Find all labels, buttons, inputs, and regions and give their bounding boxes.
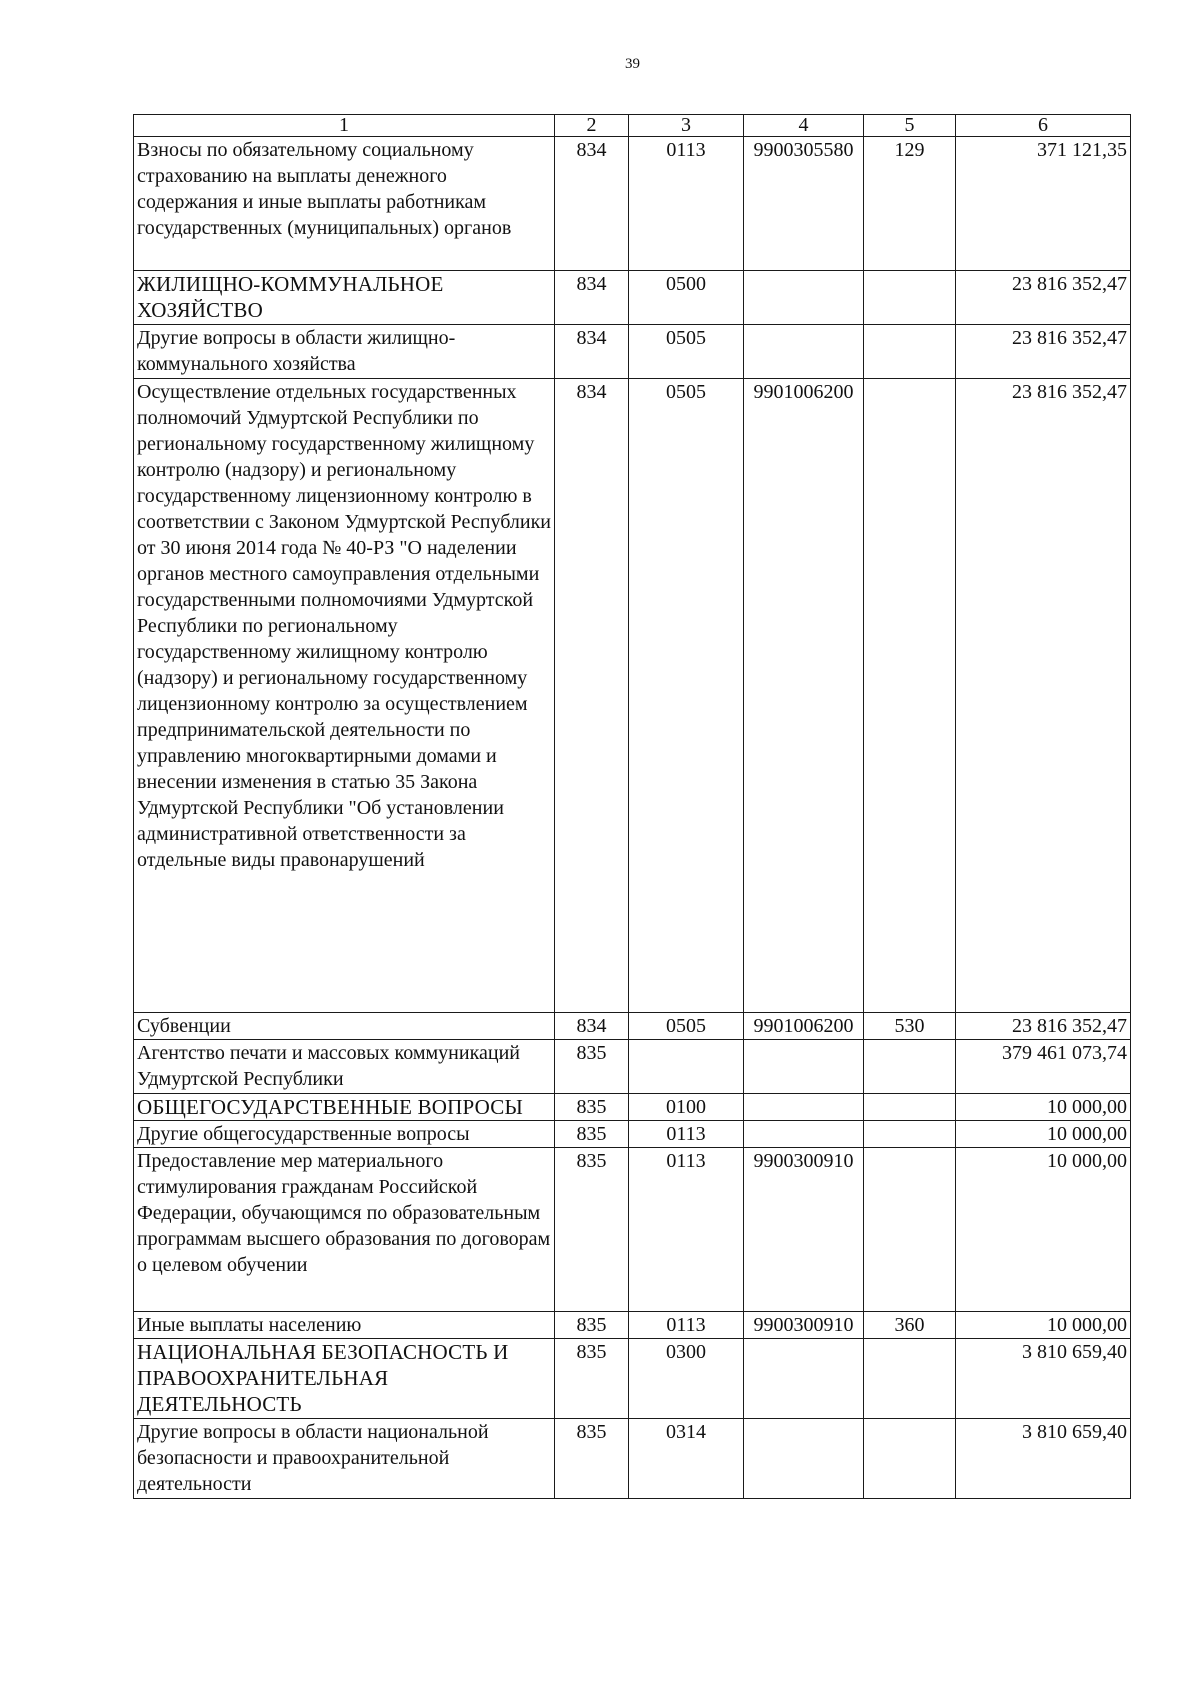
row-expense-type — [864, 1121, 956, 1148]
row-target — [744, 1121, 864, 1148]
row-target — [744, 1339, 864, 1419]
row-name: ОБЩЕГОСУДАРСТВЕННЫЕ ВОПРОСЫ — [134, 1094, 555, 1121]
row-section: 0300 — [629, 1339, 744, 1419]
row-target — [744, 1040, 864, 1094]
row-section: 0113 — [629, 137, 744, 271]
row-name: Другие вопросы в области национальной безопасности и правоохранительной деятельности — [134, 1419, 555, 1499]
row-expense-type — [864, 1419, 956, 1499]
header-col-2: 2 — [555, 115, 629, 137]
row-ministry: 835 — [555, 1339, 629, 1419]
row-amount: 10 000,00 — [956, 1148, 1131, 1312]
row-expense-type — [864, 1040, 956, 1094]
row-amount: 10 000,00 — [956, 1121, 1131, 1148]
header-col-6: 6 — [956, 115, 1131, 137]
row-ministry: 834 — [555, 1013, 629, 1040]
table-row — [134, 1040, 1131, 1094]
row-amount: 3 810 659,40 — [956, 1339, 1131, 1419]
row-amount: 23 816 352,47 — [956, 379, 1131, 1013]
row-target: 9900300910 — [744, 1148, 864, 1312]
row-target: 9900300910 — [744, 1312, 864, 1339]
row-amount: 3 810 659,40 — [956, 1419, 1131, 1499]
row-section — [629, 1040, 744, 1094]
row-target — [744, 1094, 864, 1121]
row-section: 0100 — [629, 1094, 744, 1121]
row-section: 0113 — [629, 1312, 744, 1339]
row-amount: 379 461 073,74 — [956, 1040, 1131, 1094]
row-name: Осуществление отдельных государственных полномочий Удмуртской Республики по региональному государственному жилищному контролю (надзору) и региональному государственному лицензионному контролю в соответствии с Законом Удмуртской Республики от 30 июня 2014 года № 40-РЗ "О наделении органов местного самоуправления отдельными государственными полномочиями Удмуртской Республики по региональному государственному жилищному контролю (надзору) и региональному государственному лицензионному контролю за осуществлением предпринимательской деятельности по управлению многоквартирными домами и внесении изменения в статью 35 Закона Удмуртской Республики "Об установлении административной ответственности за отдельные виды правонарушений — [134, 379, 555, 1013]
header-col-5: 5 — [864, 115, 956, 137]
row-name: ЖИЛИЩНО-КОММУНАЛЬНОЕ ХОЗЯЙСТВО — [134, 271, 555, 325]
row-section: 0113 — [629, 1148, 744, 1312]
row-name: Иные выплаты населению — [134, 1312, 555, 1339]
row-target — [744, 325, 864, 379]
row-expense-type — [864, 325, 956, 379]
row-amount: 10 000,00 — [956, 1094, 1131, 1121]
row-expense-type: 129 — [864, 137, 956, 271]
row-expense-type — [864, 1148, 956, 1312]
table-row — [134, 1419, 1131, 1499]
row-expense-type — [864, 1339, 956, 1419]
row-expense-type: 360 — [864, 1312, 956, 1339]
table-row — [134, 325, 1131, 379]
table-row — [134, 1094, 1131, 1121]
table-row — [134, 271, 1131, 325]
row-target — [744, 1419, 864, 1499]
row-ministry: 835 — [555, 1121, 629, 1148]
row-name: Агентство печати и массовых коммуникаций Удмуртской Республики — [134, 1040, 555, 1094]
budget-table — [133, 114, 1131, 1499]
row-ministry: 835 — [555, 1040, 629, 1094]
table-row — [134, 379, 1131, 1013]
row-target: 9901006200 — [744, 379, 864, 1013]
row-amount: 23 816 352,47 — [956, 1013, 1131, 1040]
row-section: 0505 — [629, 379, 744, 1013]
row-name: Взносы по обязательному социальному страхованию на выплаты денежного содержания и иные выплаты работникам государственных (муниципальных) органов — [134, 137, 555, 271]
row-expense-type — [864, 271, 956, 325]
table-row — [134, 1121, 1131, 1148]
row-name: Другие общегосударственные вопросы — [134, 1121, 555, 1148]
row-ministry: 835 — [555, 1312, 629, 1339]
row-name: Предоставление мер материального стимулирования гражданам Российской Федерации, обучающимся по образовательным программам высшего образования по договорам о целевом обучении — [134, 1148, 555, 1312]
header-row — [134, 115, 1131, 137]
row-expense-type — [864, 1094, 956, 1121]
row-amount: 23 816 352,47 — [956, 271, 1131, 325]
row-amount: 371 121,35 — [956, 137, 1131, 271]
table-row — [134, 1339, 1131, 1419]
row-ministry: 835 — [555, 1419, 629, 1499]
header-col-4: 4 — [744, 115, 864, 137]
row-ministry: 834 — [555, 137, 629, 271]
row-section: 0505 — [629, 325, 744, 379]
table-row — [134, 1148, 1131, 1312]
row-target: 9900305580 — [744, 137, 864, 271]
budget-table-container — [133, 114, 1130, 1499]
table-row — [134, 1312, 1131, 1339]
row-amount: 10 000,00 — [956, 1312, 1131, 1339]
header-col-3: 3 — [629, 115, 744, 137]
row-section: 0505 — [629, 1013, 744, 1040]
row-target: 9901006200 — [744, 1013, 864, 1040]
row-ministry: 834 — [555, 325, 629, 379]
row-name: НАЦИОНАЛЬНАЯ БЕЗОПАСНОСТЬ И ПРАВООХРАНИТЕЛЬНАЯ ДЕЯТЕЛЬНОСТЬ — [134, 1339, 555, 1419]
table-row — [134, 1013, 1131, 1040]
header-col-1: 1 — [134, 115, 555, 137]
row-section: 0113 — [629, 1121, 744, 1148]
row-name: Субвенции — [134, 1013, 555, 1040]
row-section: 0500 — [629, 271, 744, 325]
row-name: Другие вопросы в области жилищно-коммунального хозяйства — [134, 325, 555, 379]
table-row — [134, 137, 1131, 271]
row-amount: 23 816 352,47 — [956, 325, 1131, 379]
row-section: 0314 — [629, 1419, 744, 1499]
row-ministry: 834 — [555, 271, 629, 325]
row-expense-type: 530 — [864, 1013, 956, 1040]
row-ministry: 834 — [555, 379, 629, 1013]
page-number: 39 — [625, 56, 640, 72]
row-ministry: 835 — [555, 1094, 629, 1121]
row-ministry: 835 — [555, 1148, 629, 1312]
row-target — [744, 271, 864, 325]
row-expense-type — [864, 379, 956, 1013]
